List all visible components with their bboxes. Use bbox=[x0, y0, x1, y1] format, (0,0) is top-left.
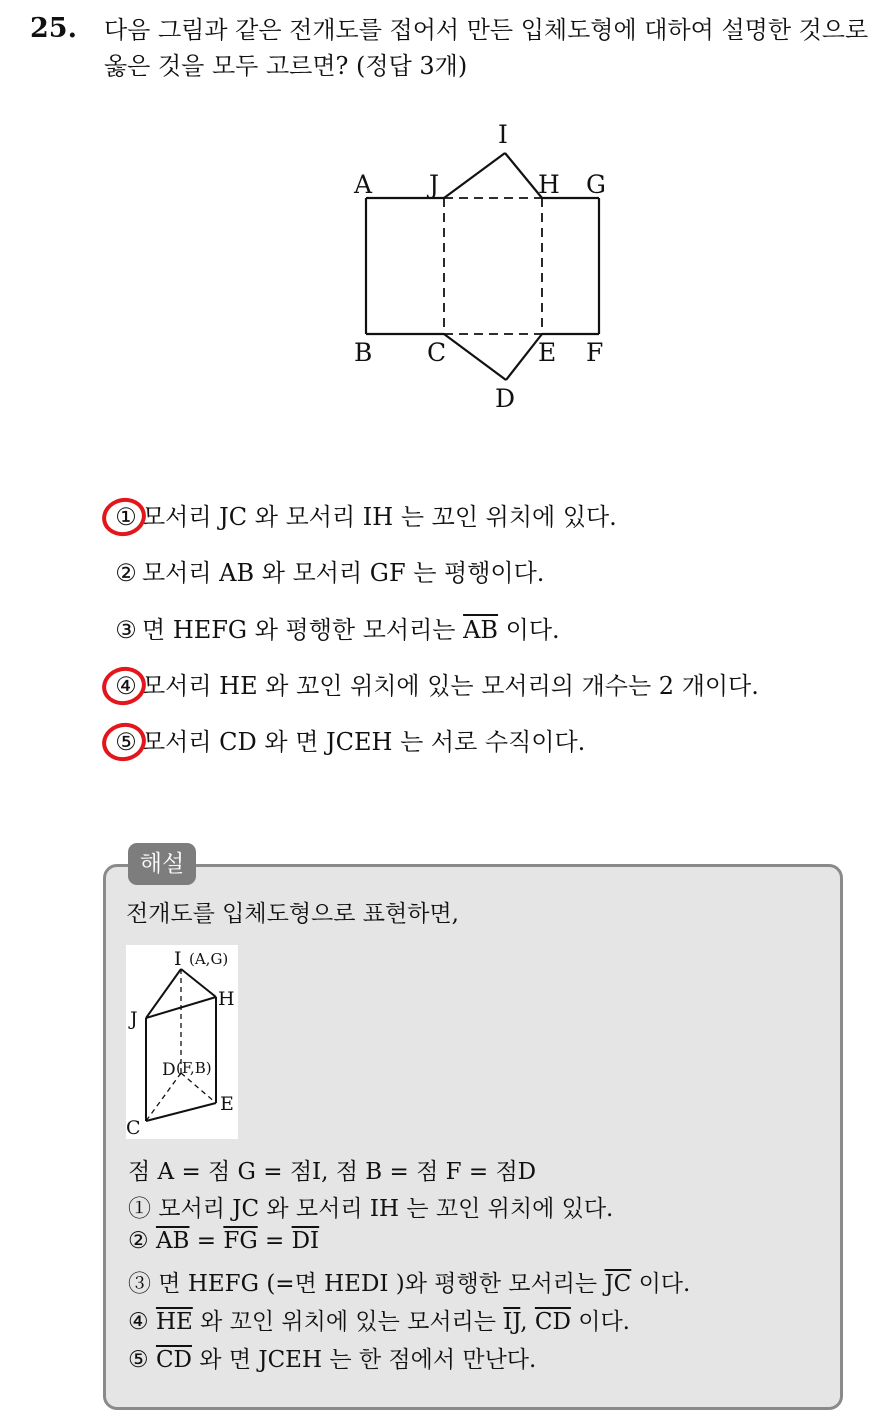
overline-segment: $\overline{AB}$ bbox=[463, 616, 499, 644]
net-label-d: D bbox=[495, 384, 516, 413]
overline-segment: $\overline{CD}$ bbox=[534, 1309, 571, 1335]
net-label-b: B bbox=[354, 338, 373, 367]
overline-segment: $\overline{HE}$ bbox=[155, 1309, 193, 1335]
net-label-h: H bbox=[538, 170, 560, 199]
prism-label-e: E bbox=[220, 1093, 234, 1115]
choice-number: ① bbox=[110, 497, 142, 537]
prism-label-c: C bbox=[126, 1117, 141, 1139]
solution-intro: 전개도를 입체도형으로 표현하면, bbox=[126, 901, 459, 927]
choice-text: 면 HEFG 와 평행한 모서리는 bbox=[142, 616, 464, 644]
choice-3[interactable] bbox=[110, 610, 560, 650]
overline-segment: $\overline{JC}$ bbox=[604, 1271, 632, 1297]
prism-label-i-note: (A,G) bbox=[189, 950, 229, 968]
solution-line-5: ⑤ $\overline{CD}$ 와 면 JCEH 는 한 점에서 만난다. bbox=[128, 1347, 537, 1373]
choice-number: ② bbox=[115, 559, 137, 587]
prism-label-h: H bbox=[218, 988, 235, 1010]
prism-label-j: J bbox=[130, 1008, 138, 1030]
solution-line-2: ② $\overline{AB} = \overline{FG} = \overline{DI}$ bbox=[128, 1228, 320, 1254]
choice-number: ④ bbox=[110, 666, 142, 706]
overline-segment: $\overline{AB}$ bbox=[155, 1228, 190, 1254]
choice-5[interactable] bbox=[110, 722, 585, 762]
solution-line-4: ④ $\overline{HE}$ 와 꼬인 위치에 있는 모서리는 $\overline{IJ}$, $\overline{CD}$ 이다. bbox=[128, 1309, 630, 1335]
solution-badge: 해설 bbox=[128, 843, 196, 885]
net-label-g: G bbox=[586, 170, 606, 199]
choice-text: 모서리 JC 와 모서리 IH 는 꼬인 위치에 있다. bbox=[142, 503, 617, 531]
choice-text: 모서리 CD 와 면 JCEH 는 서로 수직이다. bbox=[142, 728, 586, 756]
prism-figure bbox=[126, 945, 238, 1139]
choice-number: ③ bbox=[115, 616, 137, 644]
net-diagram bbox=[340, 115, 630, 415]
red-circle-mark bbox=[99, 663, 150, 709]
overline-segment: $\overline{DI}$ bbox=[291, 1228, 320, 1254]
prism-label-i: I bbox=[174, 948, 182, 970]
red-circle-mark bbox=[99, 494, 150, 540]
overline-segment: $\overline{FG}$ bbox=[223, 1228, 258, 1254]
net-label-a: A bbox=[354, 170, 373, 199]
net-label-e: E bbox=[538, 338, 557, 367]
choice-text: 모서리 HE 와 꼬인 위치에 있는 모서리의 개수는 2 개이다. bbox=[142, 672, 759, 700]
overline-segment: $\overline{IJ}$ bbox=[503, 1309, 521, 1335]
choice-number: ⑤ bbox=[110, 722, 142, 762]
prism-label-d-note: (F,B) bbox=[176, 1059, 212, 1077]
net-label-j: J bbox=[429, 170, 440, 199]
choice-text: 모서리 AB 와 모서리 GF 는 평행이다. bbox=[142, 559, 545, 587]
prism-label-d: D bbox=[162, 1060, 176, 1080]
net-label-c: C bbox=[427, 338, 447, 367]
solution-points: 점 A = 점 G = 점I, 점 B = 점 F = 점D bbox=[128, 1159, 537, 1185]
solution-line-1: ① 모서리 JC 와 모서리 IH 는 꼬인 위치에 있다. bbox=[128, 1196, 614, 1222]
net-label-i: I bbox=[498, 120, 508, 149]
question-text: 다음 그림과 같은 전개도를 접어서 만든 입체도형에 대하여 설명한 것으로 옳은 것을 모두 고르면? (정답 3개) bbox=[104, 16, 869, 80]
question-number: 25. bbox=[30, 13, 77, 44]
red-circle-mark bbox=[99, 719, 150, 765]
choice-2[interactable] bbox=[110, 553, 544, 593]
choice-4[interactable] bbox=[110, 666, 759, 706]
solution-line-3: ③ 면 HEFG (=면 HEDI )와 평행한 모서리는 $\overline{JC}$ 이다. bbox=[128, 1271, 691, 1297]
choice-text-end: 이다. bbox=[498, 616, 560, 644]
choice-1[interactable] bbox=[110, 497, 617, 537]
net-label-f: F bbox=[586, 338, 604, 367]
overline-segment: $\overline{CD}$ bbox=[155, 1347, 192, 1373]
